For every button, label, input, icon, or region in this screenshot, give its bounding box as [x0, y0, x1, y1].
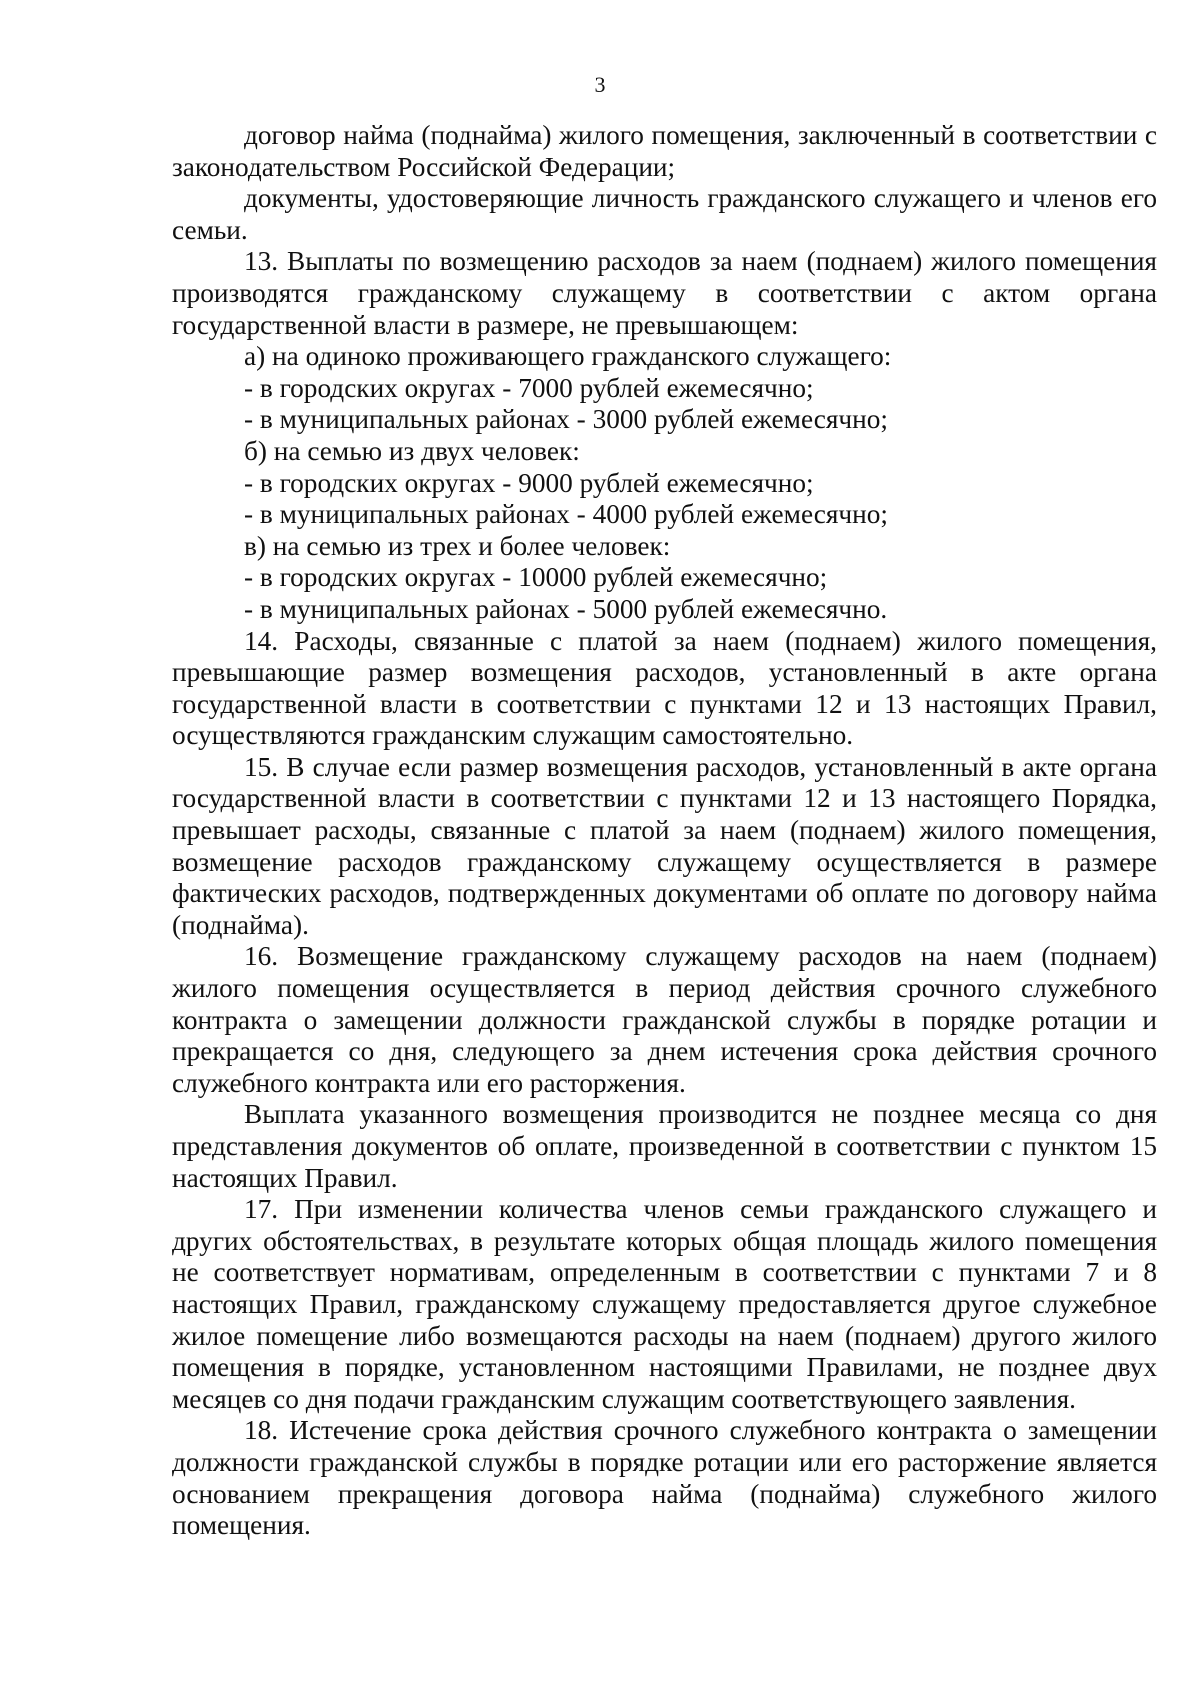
paragraph-14: 14. Расходы, связанные с платой за наем (поднаем) жилого помещения, превышающие размер возмещения расходов, установленный в акте органа государственной власти в соответствии с пунктами 12 и 13 настоящих Правил, осуществляются гражданским служащим самостоятельно. — [172, 625, 1157, 751]
list-item-a-municipal: - в муниципальных районах - 3000 рублей ежемесячно; — [244, 404, 888, 435]
list-item-a: а) на одиноко проживающего гражданского служащего: — [244, 341, 892, 372]
list-item-c-urban: - в городских округах - 10000 рублей ежемесячно; — [244, 562, 828, 593]
list-item-b: б) на семью из двух человек: — [244, 435, 580, 466]
list-item-c: в) на семью из трех и более человек: — [244, 530, 671, 561]
paragraph-16-payment: Выплата указанного возмещения производится не позднее месяца со дня представления документов об оплате, произведенной в соответствии с пунктом 15 настоящих Правил. — [172, 1099, 1157, 1193]
page-number: 3 — [594, 72, 606, 97]
document-body — [172, 120, 1157, 1542]
paragraph-identity-documents: документы, удостоверяющие личность гражданского служащего и членов его семьи. — [172, 183, 1157, 245]
list-item-b-urban: - в городских округах - 9000 рублей ежемесячно; — [244, 467, 814, 498]
list-item-b-municipal: - в муниципальных районах - 4000 рублей ежемесячно; — [244, 499, 888, 530]
paragraph-17: 17. При изменении количества членов семьи гражданского служащего и других обстоятельствах, в результате которых общая площадь жилого помещения не соответствует нормативам, определенным в соответствии с пунктами 7 и 8 настоящих Правил, гражданскому служащему предоставляется другое служебное жилое помещение либо возмещаются расходы на наем (поднаем) другого жилого помещения в порядке, установленном настоящими Правилами, не позднее двух месяцев со дня подачи гражданским служащим соответствующего заявления. — [172, 1194, 1157, 1414]
paragraph-15: 15. В случае если размер возмещения расходов, установленный в акте органа государственной власти в соответствии с пунктами 12 и 13 настоящего Порядка, превышает расходы, связанные с платой за наем (поднаем) жилого помещения, возмещение расходов гражданскому служащему осуществляется в размере фактических расходов, подтвержденных документами об оплате по договору найма (поднайма). — [172, 751, 1157, 940]
list-item-a-urban: - в городских округах - 7000 рублей ежемесячно; — [244, 372, 814, 403]
paragraph-lease-contract: договор найма (поднайма) жилого помещения, заключенный в соответствии с законодательством Российской Федерации; — [172, 120, 1157, 182]
paragraph-16: 16. Возмещение гражданскому служащему расходов на наем (поднаем) жилого помещения осуществляется в период действия срочного служебного контракта о замещении должности гражданской службы в порядке ротации и прекращается со дня, следующего за днем истечения срока действия срочного служебного контракта или его расторжения. — [172, 941, 1157, 1098]
paragraph-13: 13. Выплаты по возмещению расходов за наем (поднаем) жилого помещения производятся гражданскому служащему в соответствии с актом органа государственной власти в размере, не превышающем: — [172, 246, 1157, 340]
paragraph-18: 18. Истечение срока действия срочного служебного контракта о замещении должности гражданской службы в порядке ротации или его расторжение является основанием прекращения договора найма (поднайма) служебного жилого помещения. — [172, 1415, 1157, 1541]
list-item-c-municipal: - в муниципальных районах - 5000 рублей ежемесячно. — [244, 593, 888, 624]
